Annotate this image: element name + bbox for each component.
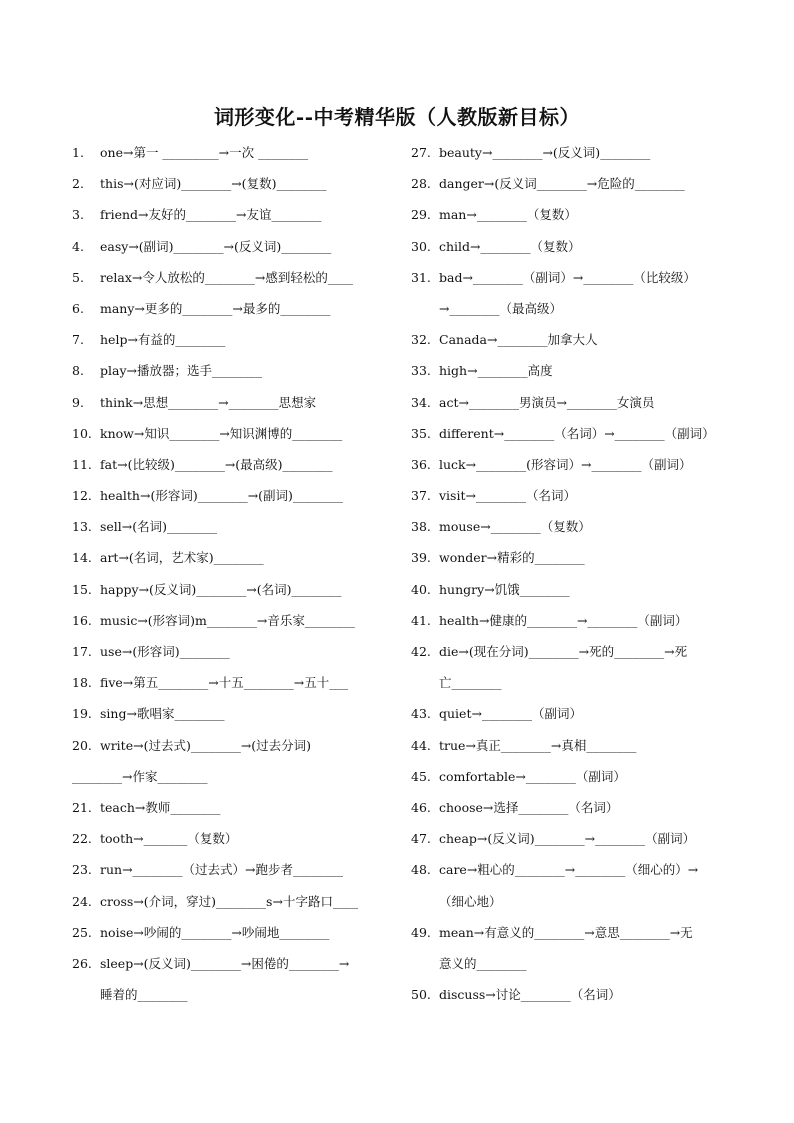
exercise-item [411, 327, 733, 358]
exercise-item [411, 234, 733, 265]
exercise-item [72, 577, 392, 608]
item-text: know→知识________→知识渊博的________ [100, 425, 343, 441]
item-text: different→________（名词）→________（副词） [439, 425, 715, 441]
exercise-item-continuation [411, 670, 733, 701]
item-text: beauty→________→(反义词)________ [439, 145, 651, 160]
item-text: health→(形容词)________→(副词)________ [100, 488, 343, 504]
exercise-item [411, 857, 733, 888]
item-text: 意义的________ [439, 955, 527, 971]
item-number: 23. [72, 862, 92, 878]
item-text: cheap→(反义词)________→________（副词） [439, 831, 696, 847]
exercise-item [411, 202, 733, 233]
item-text: sleep→(反义词)________→困倦的________→ [100, 955, 350, 971]
item-text: bad→________（副词）→________（比较级） [439, 269, 696, 285]
exercise-item [72, 140, 392, 171]
item-number: 33. [411, 363, 431, 379]
item-number: 45. [411, 768, 431, 784]
item-number: 24. [72, 893, 92, 909]
exercise-item [72, 202, 392, 233]
item-number: 30. [411, 238, 431, 254]
item-number: 12. [72, 488, 92, 504]
item-text: luck→________(形容词）→________（副词） [439, 456, 692, 472]
exercise-item [72, 421, 392, 452]
item-text: run→________（过去式）→跑步者________ [100, 862, 344, 878]
item-number: 38. [411, 519, 431, 535]
left-column [72, 140, 392, 1013]
item-number: 35. [411, 425, 431, 441]
exercise-item [72, 733, 392, 764]
item-number: 2. [72, 176, 84, 192]
item-number: 44. [411, 737, 431, 753]
item-text: 睡着的________ [100, 987, 188, 1003]
exercise-item [72, 951, 392, 982]
exercise-item [411, 483, 733, 514]
item-number: 11. [72, 456, 92, 472]
exercise-item-continuation [411, 889, 733, 920]
right-column [411, 140, 733, 1013]
exercise-item [411, 545, 733, 576]
item-text: care→粗心的________→________（细心的）→ [439, 862, 699, 878]
item-number: 28. [411, 176, 431, 192]
page-title: 词形变化--中考精华版（人教版新目标） [213, 105, 581, 129]
exercise-item [411, 701, 733, 732]
exercise-item [411, 608, 733, 639]
item-number: 22. [72, 831, 92, 847]
exercise-item-continuation [411, 951, 733, 982]
exercise-item [72, 358, 392, 389]
item-text: mouse→________（复数） [439, 519, 591, 535]
item-number: 27. [411, 145, 431, 160]
exercise-item [72, 857, 392, 888]
item-text: quiet→________（副词） [439, 706, 582, 722]
exercise-item [72, 889, 392, 920]
item-text: use→(形容词)________ [100, 644, 230, 659]
item-number: 9. [72, 394, 84, 410]
exercise-item [411, 171, 733, 202]
exercise-item [72, 545, 392, 576]
item-text: noise→吵闹的________→吵闹地________ [100, 924, 330, 940]
item-text: sing→歌唱家________ [100, 706, 225, 722]
item-text: happy→(反义词)________→(名词)________ [100, 581, 342, 597]
exercise-item-continuation [72, 764, 392, 795]
item-number: 40. [411, 581, 431, 597]
item-text: visit→________（名词） [439, 488, 576, 504]
item-number: 43. [411, 706, 431, 722]
item-text: five→第五________→十五________→五十___ [100, 675, 348, 691]
exercise-item-continuation [72, 982, 392, 1013]
item-number: 16. [72, 612, 92, 628]
item-number: 50. [411, 987, 431, 1003]
item-text: friend→友好的________→友谊________ [100, 207, 322, 223]
item-number: 47. [411, 831, 431, 847]
item-number: 4. [72, 238, 84, 254]
item-text: one→第一 _________→一次 ________ [100, 145, 309, 160]
item-number: 6. [72, 300, 84, 316]
item-number: 7. [72, 332, 84, 348]
exercise-item [411, 764, 733, 795]
item-text: teach→教师________ [100, 799, 221, 815]
item-text: comfortable→________（副词） [439, 768, 626, 784]
item-number: 8. [72, 363, 84, 379]
item-number: 13. [72, 519, 92, 535]
item-text: true→真正________→真相________ [439, 737, 637, 753]
item-text: music→(形容词)m________→音乐家________ [100, 612, 355, 628]
item-text: high→________高度 [439, 363, 553, 379]
item-number: 48. [411, 862, 431, 878]
exercise-item [72, 608, 392, 639]
item-number: 21. [72, 799, 92, 815]
item-number: 26. [72, 955, 92, 971]
exercise-item [411, 577, 733, 608]
item-text: think→思想________→________思想家 [100, 394, 317, 410]
exercise-item-continuation [411, 296, 733, 327]
item-text: play→播放器；选手________ [100, 363, 262, 379]
exercise-item [411, 390, 733, 421]
exercise-item [411, 265, 733, 296]
item-number: 32. [411, 332, 431, 348]
exercise-item [72, 483, 392, 514]
item-text: tooth→_______（复数） [100, 831, 238, 847]
exercise-item [411, 514, 733, 545]
item-number: 17. [72, 644, 92, 659]
item-text: ________→作家________ [72, 768, 208, 784]
item-text: →________（最高级） [439, 300, 562, 316]
item-text: child→________（复数） [439, 238, 581, 254]
item-text: Canada→________加拿大人 [439, 332, 598, 348]
exercise-item [411, 452, 733, 483]
item-text: art→(名词，艺术家)________ [100, 550, 264, 566]
exercise-item [72, 795, 392, 826]
exercise-item [72, 452, 392, 483]
item-text: sell→(名词)________ [100, 519, 218, 535]
item-number: 29. [411, 207, 431, 223]
exercise-item [411, 920, 733, 951]
exercise-item [72, 327, 392, 358]
exercise-item [411, 140, 733, 171]
item-text: die→(现在分词)________→死的________→死 [439, 644, 688, 659]
item-number: 41. [411, 612, 431, 628]
item-text: danger→(反义词________→危险的________ [439, 176, 685, 192]
exercise-item [72, 701, 392, 732]
exercise-item [411, 421, 733, 452]
exercise-item [72, 670, 392, 701]
item-text: mean→有意义的________→意思________→无 [439, 924, 693, 940]
item-text: health→健康的________→________（副词） [439, 612, 688, 628]
item-text: fat→(比较级)________→(最高级)________ [100, 456, 333, 472]
item-text: easy→(副词)________→(反义词)________ [100, 238, 332, 254]
item-number: 20. [72, 737, 92, 753]
item-number: 31. [411, 269, 431, 285]
item-number: 18. [72, 675, 92, 691]
exercise-item [72, 390, 392, 421]
item-text: （细心地） [439, 893, 502, 909]
exercise-item [72, 514, 392, 545]
exercise-item [411, 826, 733, 857]
exercise-item [411, 982, 733, 1013]
exercise-item [411, 795, 733, 826]
item-text: write→(过去式)________→(过去分词) [100, 737, 312, 753]
item-text: hungry→饥饿________ [439, 581, 570, 597]
exercise-item [411, 639, 733, 670]
item-number: 36. [411, 456, 431, 472]
item-text: man→________（复数） [439, 207, 577, 223]
item-text: help→有益的________ [100, 332, 226, 348]
item-number: 42. [411, 644, 431, 659]
item-number: 39. [411, 550, 431, 566]
item-text: wonder→精彩的________ [439, 550, 585, 566]
item-number: 14. [72, 550, 92, 566]
exercise-item [411, 358, 733, 389]
item-text: choose→选择________（名词） [439, 799, 619, 815]
exercise-item [72, 920, 392, 951]
item-text: discuss→讨论________（名词） [439, 987, 621, 1003]
item-number: 3. [72, 207, 84, 223]
exercise-item [72, 265, 392, 296]
exercise-item [72, 234, 392, 265]
item-number: 49. [411, 924, 431, 940]
exercise-item [72, 296, 392, 327]
item-number: 15. [72, 581, 92, 597]
item-text: cross→(介词，穿过)________s→十字路口____ [100, 893, 358, 909]
item-number: 5. [72, 269, 84, 285]
item-number: 10. [72, 425, 92, 441]
exercise-item [72, 171, 392, 202]
item-number: 1. [72, 145, 84, 160]
item-number: 19. [72, 706, 92, 722]
exercise-item [411, 733, 733, 764]
item-text: many→更多的________→最多的________ [100, 300, 331, 316]
item-number: 46. [411, 799, 431, 815]
item-text: this→(对应词)________→(复数)________ [100, 176, 327, 192]
exercise-item [72, 826, 392, 857]
item-text: 亡________ [439, 675, 502, 691]
item-number: 37. [411, 488, 431, 504]
item-number: 25. [72, 924, 92, 940]
exercise-item [72, 639, 392, 670]
item-text: act→________男演员→________女演员 [439, 394, 655, 410]
item-text: relax→令人放松的________→感到轻松的____ [100, 269, 353, 285]
item-number: 34. [411, 394, 431, 410]
